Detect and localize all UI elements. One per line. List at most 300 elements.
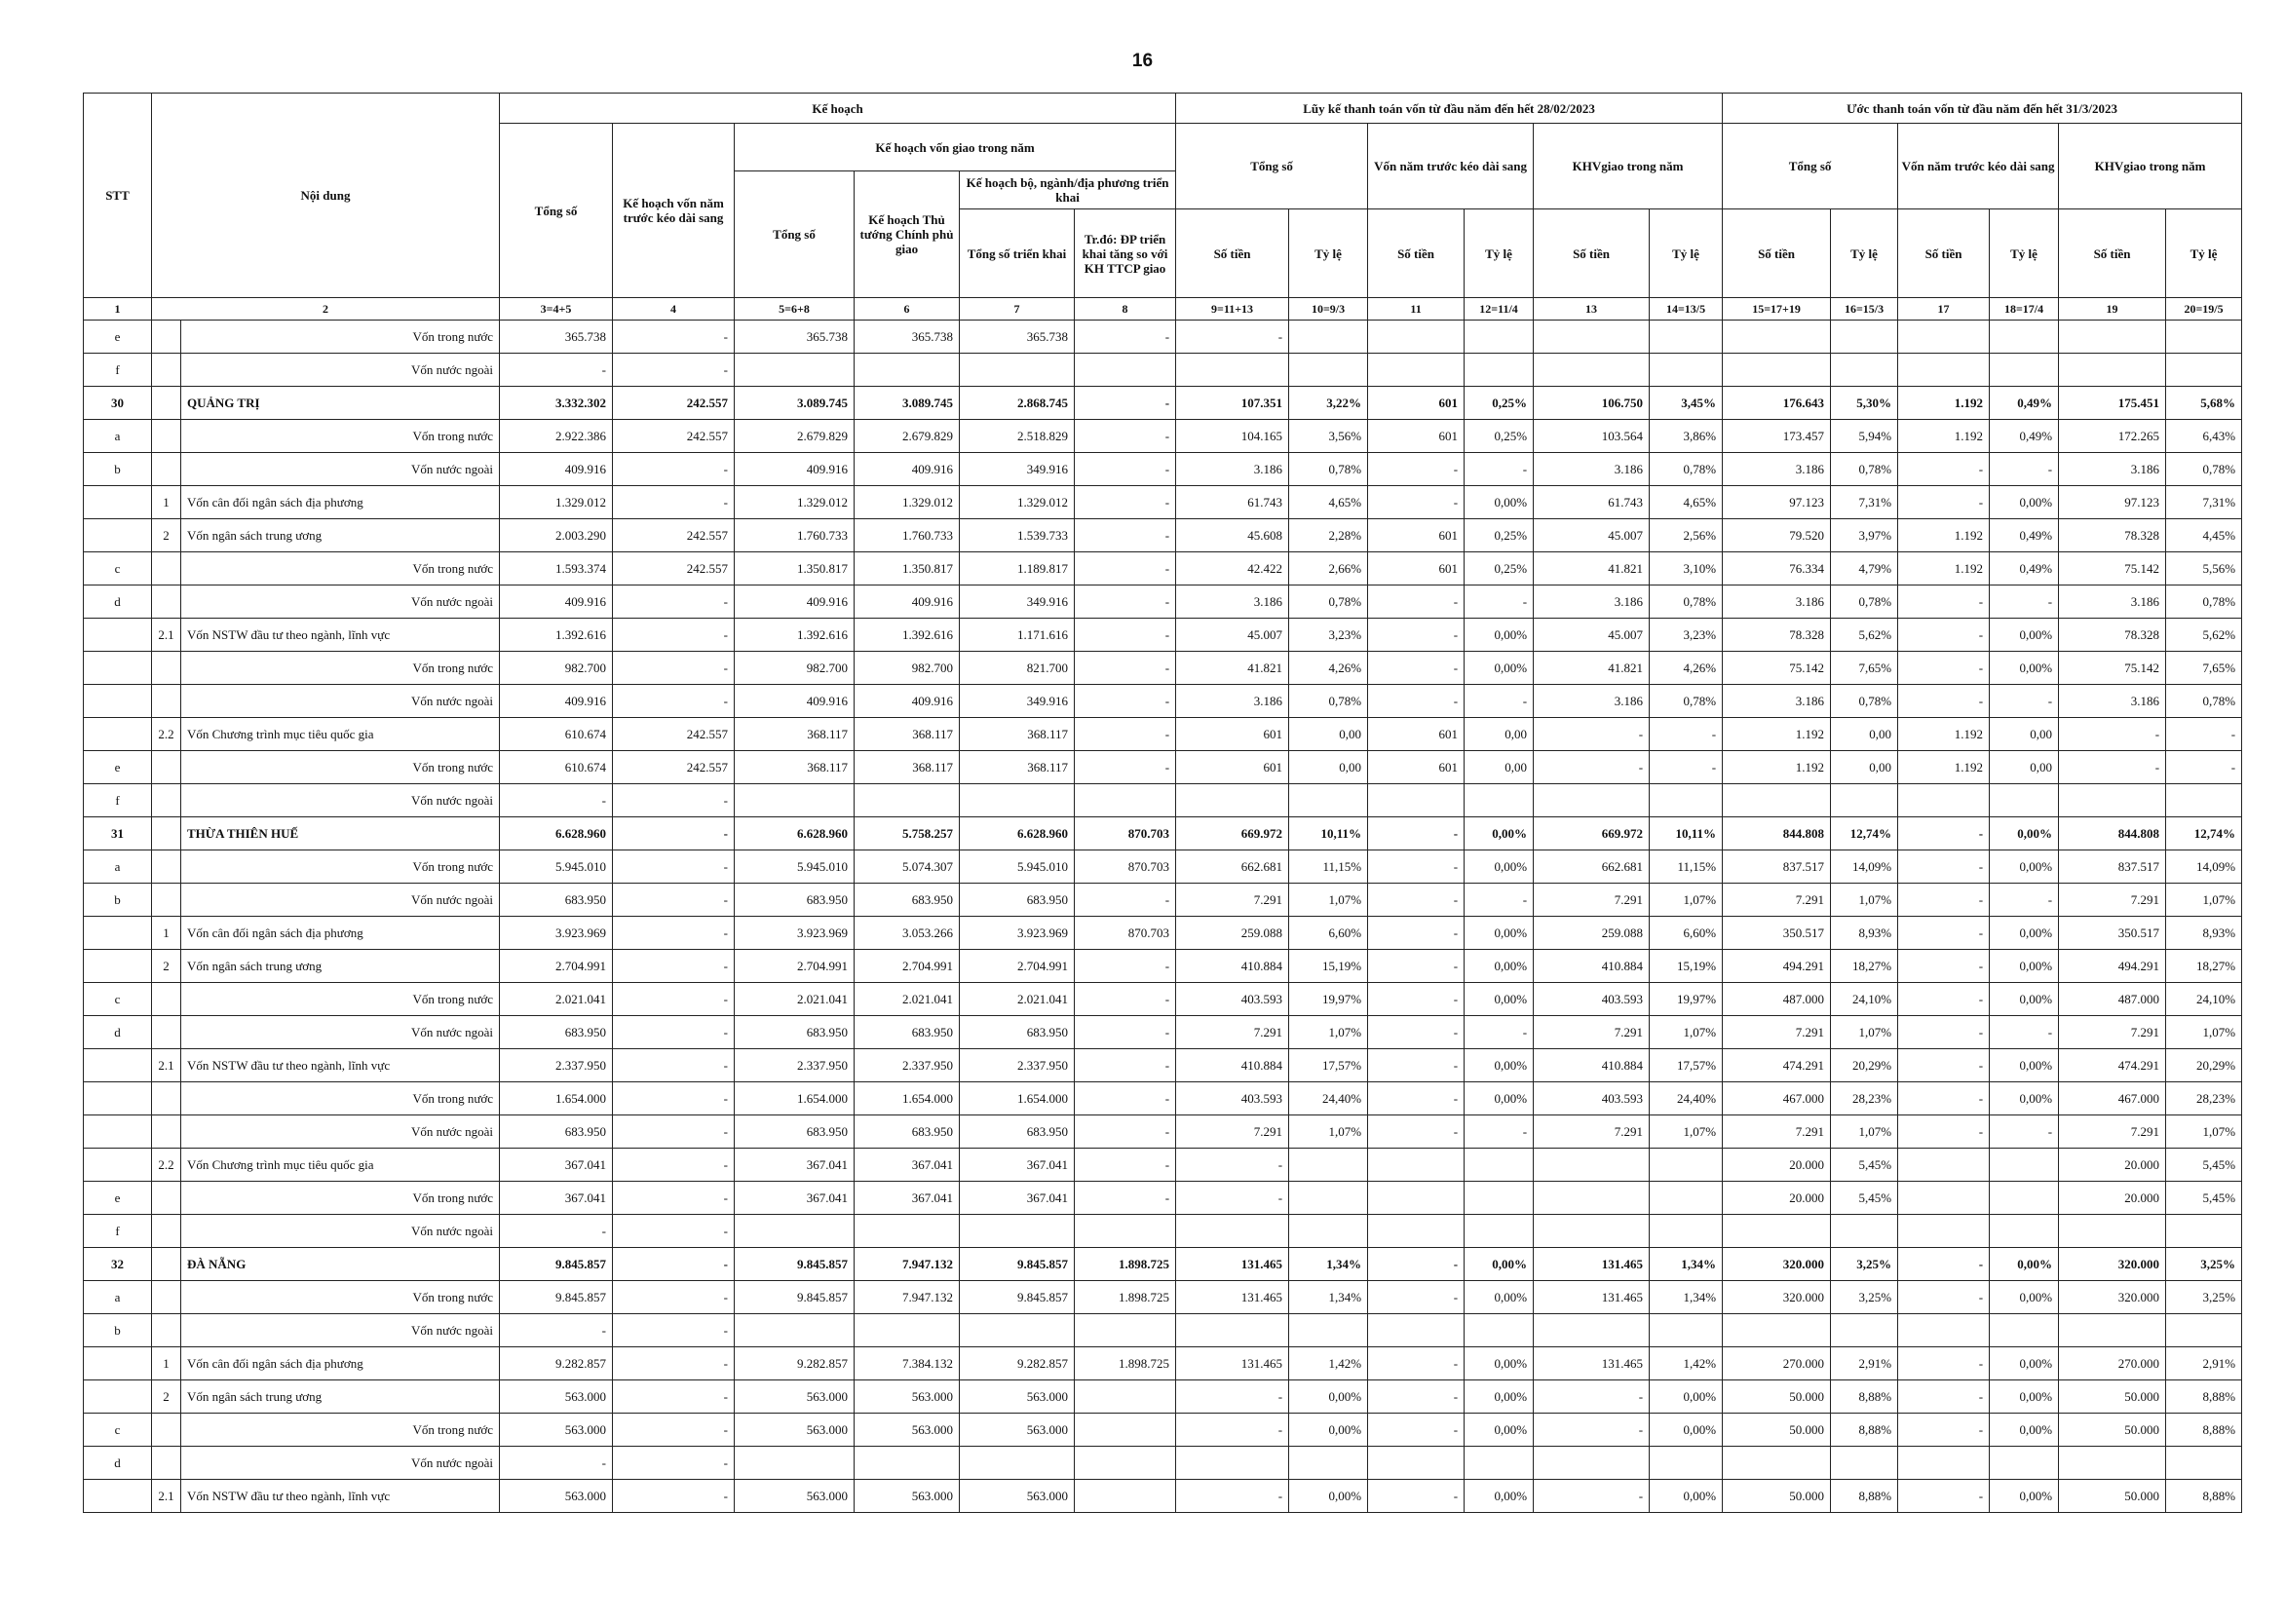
value-cell-c6: 7.384.132	[855, 1347, 960, 1380]
value-cell-c19: 78.328	[2059, 619, 2166, 652]
value-cell-c9: 410.884	[1176, 950, 1289, 983]
content-cell: Vốn nước ngoài	[181, 1447, 500, 1480]
content-cell: Vốn nước ngoài	[181, 1314, 500, 1347]
header-stt: STT	[84, 94, 152, 298]
table-row	[84, 453, 2242, 486]
value-cell-c10: 19,97%	[1289, 983, 1368, 1016]
content-cell: Vốn nước ngoài	[181, 1016, 500, 1049]
value-cell-c14: 0,00%	[1650, 1380, 1723, 1414]
header-uoc-thanh-toan: Ước thanh toán vốn từ đầu năm đến hết 31/3/2023	[1723, 94, 2242, 124]
province-row	[84, 387, 2242, 420]
value-cell-c20: 7,31%	[2166, 486, 2242, 519]
value-cell-c19	[2059, 784, 2166, 817]
value-cell-c13: 669.972	[1534, 817, 1650, 850]
value-cell-c3: 5.945.010	[500, 850, 613, 884]
value-cell-c15: 20.000	[1723, 1149, 1831, 1182]
content-cell: Vốn trong nước	[181, 1281, 500, 1314]
value-cell-c3: 9.282.857	[500, 1347, 613, 1380]
value-cell-c17: -	[1898, 585, 1990, 619]
stt-cell	[84, 1480, 152, 1513]
value-cell-c17: -	[1898, 619, 1990, 652]
value-cell-c6: 563.000	[855, 1414, 960, 1447]
header-lk-von-nam-truoc: Vốn năm trước kéo dài sang	[1368, 124, 1534, 209]
value-cell-c13: 259.088	[1534, 917, 1650, 950]
value-cell-c8	[1075, 1215, 1176, 1248]
value-cell-c12: 0,00%	[1465, 1082, 1534, 1115]
content-cell: Vốn trong nước	[181, 983, 500, 1016]
header-ty-le-20: Tỷ lệ	[2166, 209, 2242, 298]
value-cell-c4: -	[613, 784, 735, 817]
value-cell-c5: 9.845.857	[735, 1281, 855, 1314]
value-cell-c6: 409.916	[855, 585, 960, 619]
value-cell-c4: -	[613, 585, 735, 619]
value-cell-c7: 683.950	[960, 1016, 1075, 1049]
stt-cell: b	[84, 884, 152, 917]
stt-cell: f	[84, 354, 152, 387]
value-cell-c18: 0,49%	[1990, 519, 2059, 552]
content-cell: Vốn NSTW đầu tư theo ngành, lĩnh vực	[181, 619, 500, 652]
value-cell-c20: 7,65%	[2166, 652, 2242, 685]
value-cell-c13: 7.291	[1534, 1016, 1650, 1049]
value-cell-c6: 367.041	[855, 1149, 960, 1182]
value-cell-c7: 349.916	[960, 685, 1075, 718]
value-cell-c8	[1075, 784, 1176, 817]
header-lk-tong-so: Tổng số	[1176, 124, 1368, 209]
value-cell-c5: 409.916	[735, 453, 855, 486]
table-row	[84, 884, 2242, 917]
value-cell-c14: 1,07%	[1650, 1016, 1723, 1049]
header-lk-khv-giao: KHVgiao trong năm	[1534, 124, 1723, 209]
value-cell-c16: 1,07%	[1831, 1016, 1898, 1049]
value-cell-c5: 1.654.000	[735, 1082, 855, 1115]
header-so-tien-19: Số tiền	[2059, 209, 2166, 298]
value-cell-c9: 107.351	[1176, 387, 1289, 420]
content-cell: Vốn trong nước	[181, 1182, 500, 1215]
stt-cell: c	[84, 983, 152, 1016]
value-cell-c18: -	[1990, 585, 2059, 619]
value-cell-c15: 494.291	[1723, 950, 1831, 983]
value-cell-c20: 3,25%	[2166, 1281, 2242, 1314]
value-cell-c16	[1831, 354, 1898, 387]
value-cell-c7: 2.704.991	[960, 950, 1075, 983]
value-cell-c15: 79.520	[1723, 519, 1831, 552]
value-cell-c17: 1.192	[1898, 552, 1990, 585]
value-cell-c8: -	[1075, 453, 1176, 486]
value-cell-c9: 104.165	[1176, 420, 1289, 453]
value-cell-c8: -	[1075, 751, 1176, 784]
value-cell-c20	[2166, 1314, 2242, 1347]
value-cell-c13: 131.465	[1534, 1347, 1650, 1380]
value-cell-c19	[2059, 321, 2166, 354]
table-row	[84, 1082, 2242, 1115]
header-so-tien-15: Số tiền	[1723, 209, 1831, 298]
header-so-tien-9: Số tiền	[1176, 209, 1289, 298]
value-cell-c16: 18,27%	[1831, 950, 1898, 983]
value-cell-c19: 7.291	[2059, 1115, 2166, 1149]
value-cell-c18: 0,00%	[1990, 619, 2059, 652]
value-cell-c14: 3,86%	[1650, 420, 1723, 453]
stt-cell: a	[84, 1281, 152, 1314]
value-cell-c15	[1723, 1447, 1831, 1480]
value-cell-c11: -	[1368, 1480, 1465, 1513]
value-cell-c4: -	[613, 1314, 735, 1347]
sub-index-cell	[152, 321, 181, 354]
value-cell-c8: -	[1075, 519, 1176, 552]
page-number: 16	[1131, 51, 1154, 71]
value-cell-c15: 7.291	[1723, 884, 1831, 917]
value-cell-c5: 1.760.733	[735, 519, 855, 552]
value-cell-c16: 3,25%	[1831, 1281, 1898, 1314]
value-cell-c6: 2.679.829	[855, 420, 960, 453]
value-cell-c18: 0,00%	[1990, 1414, 2059, 1447]
value-cell-c3: 3.332.302	[500, 387, 613, 420]
value-cell-c20: 5,45%	[2166, 1182, 2242, 1215]
value-cell-c8: -	[1075, 1149, 1176, 1182]
value-cell-c14	[1650, 1215, 1723, 1248]
value-cell-c19: -	[2059, 718, 2166, 751]
value-cell-c18: -	[1990, 1016, 2059, 1049]
value-cell-c10: 6,60%	[1289, 917, 1368, 950]
value-cell-c19: 97.123	[2059, 486, 2166, 519]
value-cell-c12: 0,00%	[1465, 652, 1534, 685]
value-cell-c16: 7,31%	[1831, 486, 1898, 519]
value-cell-c13: -	[1534, 1380, 1650, 1414]
value-cell-c5: 2.337.950	[735, 1049, 855, 1082]
value-cell-c17	[1898, 354, 1990, 387]
value-cell-c11: -	[1368, 619, 1465, 652]
value-cell-c6: 1.329.012	[855, 486, 960, 519]
formula-cell: 8	[1075, 298, 1176, 321]
value-cell-c3: -	[500, 1314, 613, 1347]
value-cell-c17: -	[1898, 1414, 1990, 1447]
value-cell-c15: 50.000	[1723, 1380, 1831, 1414]
value-cell-c11	[1368, 784, 1465, 817]
value-cell-c19: 7.291	[2059, 884, 2166, 917]
value-cell-c10: 2,28%	[1289, 519, 1368, 552]
value-cell-c7: 563.000	[960, 1414, 1075, 1447]
value-cell-c3: 2.021.041	[500, 983, 613, 1016]
value-cell-c20: 0,78%	[2166, 685, 2242, 718]
value-cell-c18	[1990, 354, 2059, 387]
value-cell-c7: 5.945.010	[960, 850, 1075, 884]
value-cell-c9: 3.186	[1176, 453, 1289, 486]
value-cell-c20: 0,78%	[2166, 453, 2242, 486]
value-cell-c18: 0,49%	[1990, 420, 2059, 453]
value-cell-c5	[735, 784, 855, 817]
stt-cell	[84, 917, 152, 950]
value-cell-c17: -	[1898, 917, 1990, 950]
value-cell-c11: -	[1368, 453, 1465, 486]
value-cell-c6: 365.738	[855, 321, 960, 354]
value-cell-c12: -	[1465, 585, 1534, 619]
sub-index-cell	[152, 983, 181, 1016]
value-cell-c7: 367.041	[960, 1182, 1075, 1215]
value-cell-c12	[1465, 1149, 1534, 1182]
budget-disbursement-table	[83, 93, 2242, 1513]
value-cell-c16: 3,97%	[1831, 519, 1898, 552]
value-cell-c18: 0,00%	[1990, 917, 2059, 950]
value-cell-c17: -	[1898, 1082, 1990, 1115]
value-cell-c6	[855, 1215, 960, 1248]
value-cell-c17: -	[1898, 1049, 1990, 1082]
sub-index-cell	[152, 585, 181, 619]
sub-index-cell	[152, 1082, 181, 1115]
value-cell-c16: 0,00	[1831, 751, 1898, 784]
value-cell-c18: 0,00%	[1990, 1380, 2059, 1414]
value-cell-c15	[1723, 1215, 1831, 1248]
value-cell-c9	[1176, 354, 1289, 387]
content-cell: Vốn nước ngoài	[181, 685, 500, 718]
value-cell-c8	[1075, 1447, 1176, 1480]
value-cell-c8: -	[1075, 652, 1176, 685]
stt-cell: f	[84, 1215, 152, 1248]
value-cell-c11	[1368, 321, 1465, 354]
value-cell-c16: 1,07%	[1831, 884, 1898, 917]
table-row	[84, 619, 2242, 652]
value-cell-c17: -	[1898, 983, 1990, 1016]
value-cell-c9: -	[1176, 1182, 1289, 1215]
value-cell-c20: 1,07%	[2166, 1016, 2242, 1049]
stt-cell: d	[84, 1447, 152, 1480]
value-cell-c5: 683.950	[735, 884, 855, 917]
value-cell-c15	[1723, 784, 1831, 817]
value-cell-c13: 45.007	[1534, 619, 1650, 652]
value-cell-c17: -	[1898, 486, 1990, 519]
sub-index-cell	[152, 685, 181, 718]
value-cell-c17: 1.192	[1898, 718, 1990, 751]
content-cell: Vốn ngân sách trung ương	[181, 1380, 500, 1414]
value-cell-c3: 409.916	[500, 685, 613, 718]
value-cell-c9: 7.291	[1176, 884, 1289, 917]
value-cell-c7: 1.171.616	[960, 619, 1075, 652]
value-cell-c3: 3.923.969	[500, 917, 613, 950]
content-cell: Vốn NSTW đầu tư theo ngành, lĩnh vực	[181, 1049, 500, 1082]
value-cell-c5: 367.041	[735, 1149, 855, 1182]
stt-cell	[84, 619, 152, 652]
value-cell-c19: 494.291	[2059, 950, 2166, 983]
value-cell-c6: 1.760.733	[855, 519, 960, 552]
value-cell-c9: 601	[1176, 718, 1289, 751]
value-cell-c16: 4,79%	[1831, 552, 1898, 585]
value-cell-c13: 61.743	[1534, 486, 1650, 519]
value-cell-c8: -	[1075, 718, 1176, 751]
value-cell-c5: 563.000	[735, 1380, 855, 1414]
value-cell-c7: 683.950	[960, 884, 1075, 917]
value-cell-c15: 350.517	[1723, 917, 1831, 950]
value-cell-c6: 683.950	[855, 884, 960, 917]
stt-cell: c	[84, 1414, 152, 1447]
value-cell-c19	[2059, 1314, 2166, 1347]
value-cell-c6: 368.117	[855, 751, 960, 784]
value-cell-c20: 8,88%	[2166, 1480, 2242, 1513]
value-cell-c5: 367.041	[735, 1182, 855, 1215]
value-cell-c4: 242.557	[613, 751, 735, 784]
value-cell-c13: 131.465	[1534, 1248, 1650, 1281]
value-cell-c15: 270.000	[1723, 1347, 1831, 1380]
value-cell-c12: 0,00%	[1465, 486, 1534, 519]
value-cell-c19: 175.451	[2059, 387, 2166, 420]
value-cell-c9: 7.291	[1176, 1016, 1289, 1049]
value-cell-c11: -	[1368, 1049, 1465, 1082]
value-cell-c10: 4,65%	[1289, 486, 1368, 519]
value-cell-c13: 403.593	[1534, 983, 1650, 1016]
table-row	[84, 1314, 2242, 1347]
value-cell-c6: 1.392.616	[855, 619, 960, 652]
sub-index-cell	[152, 784, 181, 817]
value-cell-c20	[2166, 1447, 2242, 1480]
value-cell-c13	[1534, 784, 1650, 817]
value-cell-c3: 367.041	[500, 1182, 613, 1215]
table-row	[84, 784, 2242, 817]
value-cell-c11: 601	[1368, 718, 1465, 751]
value-cell-c9: 3.186	[1176, 685, 1289, 718]
value-cell-c16	[1831, 1447, 1898, 1480]
value-cell-c13: 7.291	[1534, 884, 1650, 917]
value-cell-c17	[1898, 1149, 1990, 1182]
value-cell-c17	[1898, 1447, 1990, 1480]
sub-index-cell: 2	[152, 519, 181, 552]
value-cell-c11: -	[1368, 1248, 1465, 1281]
stt-cell: d	[84, 585, 152, 619]
value-cell-c12: 0,25%	[1465, 420, 1534, 453]
content-cell: Vốn trong nước	[181, 552, 500, 585]
value-cell-c11	[1368, 354, 1465, 387]
value-cell-c9	[1176, 1215, 1289, 1248]
value-cell-c11: -	[1368, 652, 1465, 685]
value-cell-c19: 320.000	[2059, 1248, 2166, 1281]
value-cell-c9: -	[1176, 1414, 1289, 1447]
value-cell-c14: 1,34%	[1650, 1281, 1723, 1314]
value-cell-c3: 683.950	[500, 1115, 613, 1149]
value-cell-c7: 9.845.857	[960, 1248, 1075, 1281]
stt-cell	[84, 652, 152, 685]
value-cell-c19: 50.000	[2059, 1480, 2166, 1513]
value-cell-c14: 0,78%	[1650, 453, 1723, 486]
sub-index-cell: 1	[152, 1347, 181, 1380]
value-cell-c10: 11,15%	[1289, 850, 1368, 884]
value-cell-c9: 131.465	[1176, 1281, 1289, 1314]
value-cell-c9: 403.593	[1176, 983, 1289, 1016]
value-cell-c5: 5.945.010	[735, 850, 855, 884]
value-cell-c14: 0,78%	[1650, 585, 1723, 619]
value-cell-c3: 365.738	[500, 321, 613, 354]
formula-cell: 7	[960, 298, 1075, 321]
value-cell-c13	[1534, 1182, 1650, 1215]
header-ty-le-18: Tỷ lệ	[1990, 209, 2059, 298]
table-row	[84, 585, 2242, 619]
value-cell-c17: -	[1898, 950, 1990, 983]
value-cell-c14	[1650, 1149, 1723, 1182]
value-cell-c14: 15,19%	[1650, 950, 1723, 983]
value-cell-c7: 563.000	[960, 1380, 1075, 1414]
value-cell-c20: 14,09%	[2166, 850, 2242, 884]
value-cell-c8: -	[1075, 387, 1176, 420]
value-cell-c9: 61.743	[1176, 486, 1289, 519]
sub-index-cell	[152, 420, 181, 453]
value-cell-c11: -	[1368, 585, 1465, 619]
value-cell-c4: 242.557	[613, 718, 735, 751]
value-cell-c20: 1,07%	[2166, 884, 2242, 917]
stt-cell	[84, 718, 152, 751]
sub-index-cell: 2.2	[152, 1149, 181, 1182]
value-cell-c12: 0,25%	[1465, 519, 1534, 552]
value-cell-c14: 2,56%	[1650, 519, 1723, 552]
formula-cell: 5=6+8	[735, 298, 855, 321]
value-cell-c3: 367.041	[500, 1149, 613, 1182]
value-cell-c10: 24,40%	[1289, 1082, 1368, 1115]
stt-cell: e	[84, 1182, 152, 1215]
value-cell-c11: -	[1368, 1016, 1465, 1049]
value-cell-c8: 1.898.725	[1075, 1281, 1176, 1314]
table-row	[84, 1016, 2242, 1049]
province-row	[84, 1248, 2242, 1281]
value-cell-c15: 3.186	[1723, 685, 1831, 718]
value-cell-c6: 1.350.817	[855, 552, 960, 585]
value-cell-c7: 367.041	[960, 1149, 1075, 1182]
value-cell-c13: -	[1534, 718, 1650, 751]
value-cell-c12	[1465, 1182, 1534, 1215]
value-cell-c17: -	[1898, 1248, 1990, 1281]
value-cell-c13: 662.681	[1534, 850, 1650, 884]
formula-cell: 4	[613, 298, 735, 321]
value-cell-c18: 0,00%	[1990, 1082, 2059, 1115]
value-cell-c8: -	[1075, 1016, 1176, 1049]
value-cell-c4: -	[613, 817, 735, 850]
value-cell-c8: -	[1075, 1049, 1176, 1082]
value-cell-c7: 2.021.041	[960, 983, 1075, 1016]
sub-index-cell: 1	[152, 917, 181, 950]
value-cell-c9: 7.291	[1176, 1115, 1289, 1149]
value-cell-c3: 610.674	[500, 718, 613, 751]
value-cell-c6: 2.021.041	[855, 983, 960, 1016]
header-kh-ttcp: Kế hoạch Thủ tướng Chính phủ giao	[855, 171, 960, 298]
value-cell-c12: 0,00%	[1465, 1347, 1534, 1380]
content-cell: Vốn nước ngoài	[181, 1115, 500, 1149]
formula-cell: 18=17/4	[1990, 298, 2059, 321]
province-row	[84, 817, 2242, 850]
value-cell-c11: 601	[1368, 387, 1465, 420]
value-cell-c17: -	[1898, 453, 1990, 486]
formula-cell: 16=15/3	[1831, 298, 1898, 321]
value-cell-c12: 0,00%	[1465, 950, 1534, 983]
value-cell-c19: 50.000	[2059, 1380, 2166, 1414]
stt-cell	[84, 1149, 152, 1182]
value-cell-c10: 1,34%	[1289, 1281, 1368, 1314]
formula-cell: 2	[152, 298, 500, 321]
table-row	[84, 1480, 2242, 1513]
value-cell-c11	[1368, 1447, 1465, 1480]
value-cell-c12: 0,25%	[1465, 387, 1534, 420]
value-cell-c3: 9.845.857	[500, 1281, 613, 1314]
value-cell-c18: 0,00%	[1990, 1347, 2059, 1380]
value-cell-c14: 1,42%	[1650, 1347, 1723, 1380]
stt-cell	[84, 1082, 152, 1115]
value-cell-c3: 683.950	[500, 884, 613, 917]
value-cell-c16: 20,29%	[1831, 1049, 1898, 1082]
table-row	[84, 652, 2242, 685]
value-cell-c12	[1465, 784, 1534, 817]
formula-cell: 6	[855, 298, 960, 321]
header-kh-von-nam-truoc: Kế hoạch vốn năm trước kéo dài sang	[613, 124, 735, 298]
value-cell-c11: -	[1368, 1347, 1465, 1380]
value-cell-c7	[960, 1447, 1075, 1480]
value-cell-c9	[1176, 1447, 1289, 1480]
value-cell-c5	[735, 1447, 855, 1480]
header-ty-le-14: Tỷ lệ	[1650, 209, 1723, 298]
value-cell-c15: 1.192	[1723, 718, 1831, 751]
value-cell-c15: 3.186	[1723, 453, 1831, 486]
value-cell-c12: -	[1465, 685, 1534, 718]
